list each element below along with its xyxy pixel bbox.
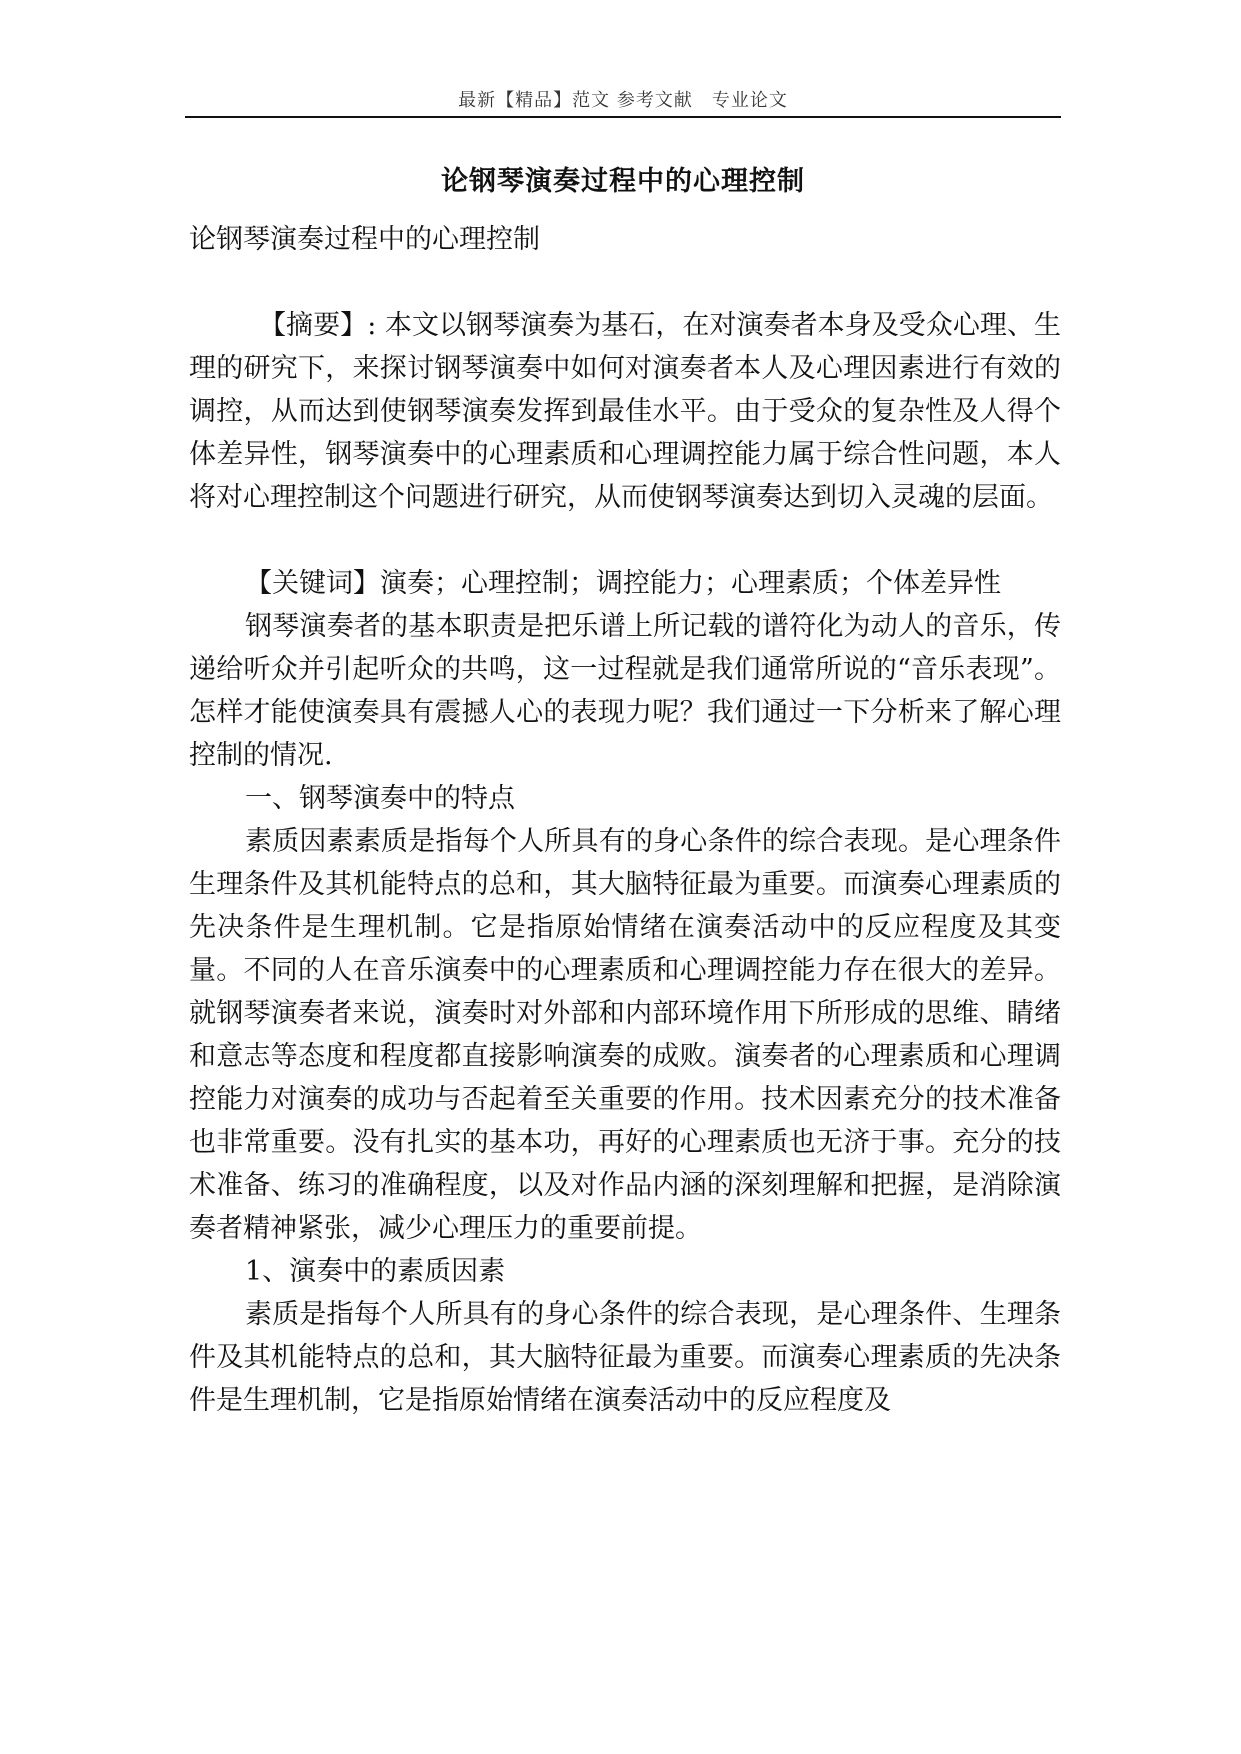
body-paragraph: 素质是指每个人所具有的身心条件的综合表现，是心理条件、生理条件及其机能特点的总和，其大脑特征最为重要。而演奏心理素质的先决条件是生理机制，它是指原始情绪在演奏活动中的反应程度及 [189, 1299, 1061, 1416]
section-heading-1: 一、钢琴演奏中的特点 [245, 783, 515, 814]
abstract-text: : 本文以钢琴演奏为基石，在对演奏者本身及受众心理、生理的研究下，来探讨钢琴演奏中如何对演奏者本人及心理因素进行有效的调控，从而达到使钢琴演奏发挥到最佳水平。由于受众的复杂性及人得个体差异性，钢琴演奏中的心理素质和心理调控能力属于综合性问题，本人将对心理控制这个问题进行研究，从而使钢琴演奏达到切入灵魂的层面。 [189, 310, 1061, 513]
keywords-label: 【关键词】 [245, 568, 380, 599]
document-subtitle: 论钢琴演奏过程中的心理控制 [189, 224, 540, 255]
document-title: 论钢琴演奏过程中的心理控制 [441, 166, 805, 197]
body-paragraph: 素质因素素质是指每个人所具有的身心条件的综合表现。是心理条件生理条件及其机能特点的总和，其大脑特征最为重要。而演奏心理素质的先决条件是生理机制。它是指原始情绪在演奏活动中的反应程度及其变量。不同的人在音乐演奏中的心理素质和心理调控能力存在很大的差异。就钢琴演奏者来说，演奏时对外部和内部环境作用下所形成的思维、睛绪和意志等态度和程度都直接影响演奏的成败。演奏者的心理素质和心理调控能力对演奏的成功与否起着至关重要的作用。技术因素充分的技术准备也非常重要。没有扎实的基本功，再好的心理素质也无济于事。充分的技术准备、练习的准确程度，以及对作品内涵的深刻理解和把握，是消除演奏者精神紧张，减少心理压力的重要前提。 [189, 826, 1061, 1244]
subsection-heading-1: 1、演奏中的素质因素 [245, 1256, 506, 1287]
body-paragraph-intro: 钢琴演奏者的基本职责是把乐谱上所记载的谱符化为动人的音乐，传递给听众并引起听众的共鸣，这一过程就是我们通常所说的“音乐表现”。怎样才能使演奏具有震撼人心的表现力呢？我们通过一下分析来了解心理控制的情况. [189, 611, 1061, 771]
blank-line [189, 519, 1061, 562]
keywords-text: 演奏；心理控制；调控能力；心理素质；个体差异性 [380, 568, 1001, 599]
abstract-paragraph [189, 304, 1061, 519]
abstract-label: 【摘要】 [259, 310, 368, 341]
header-divider [185, 116, 1061, 118]
page-header: 最新【精品】范文 参考文献 专业论文 [458, 90, 788, 111]
keywords-paragraph [189, 562, 1061, 605]
document-body [189, 218, 1061, 1422]
blank-line [189, 261, 1061, 304]
